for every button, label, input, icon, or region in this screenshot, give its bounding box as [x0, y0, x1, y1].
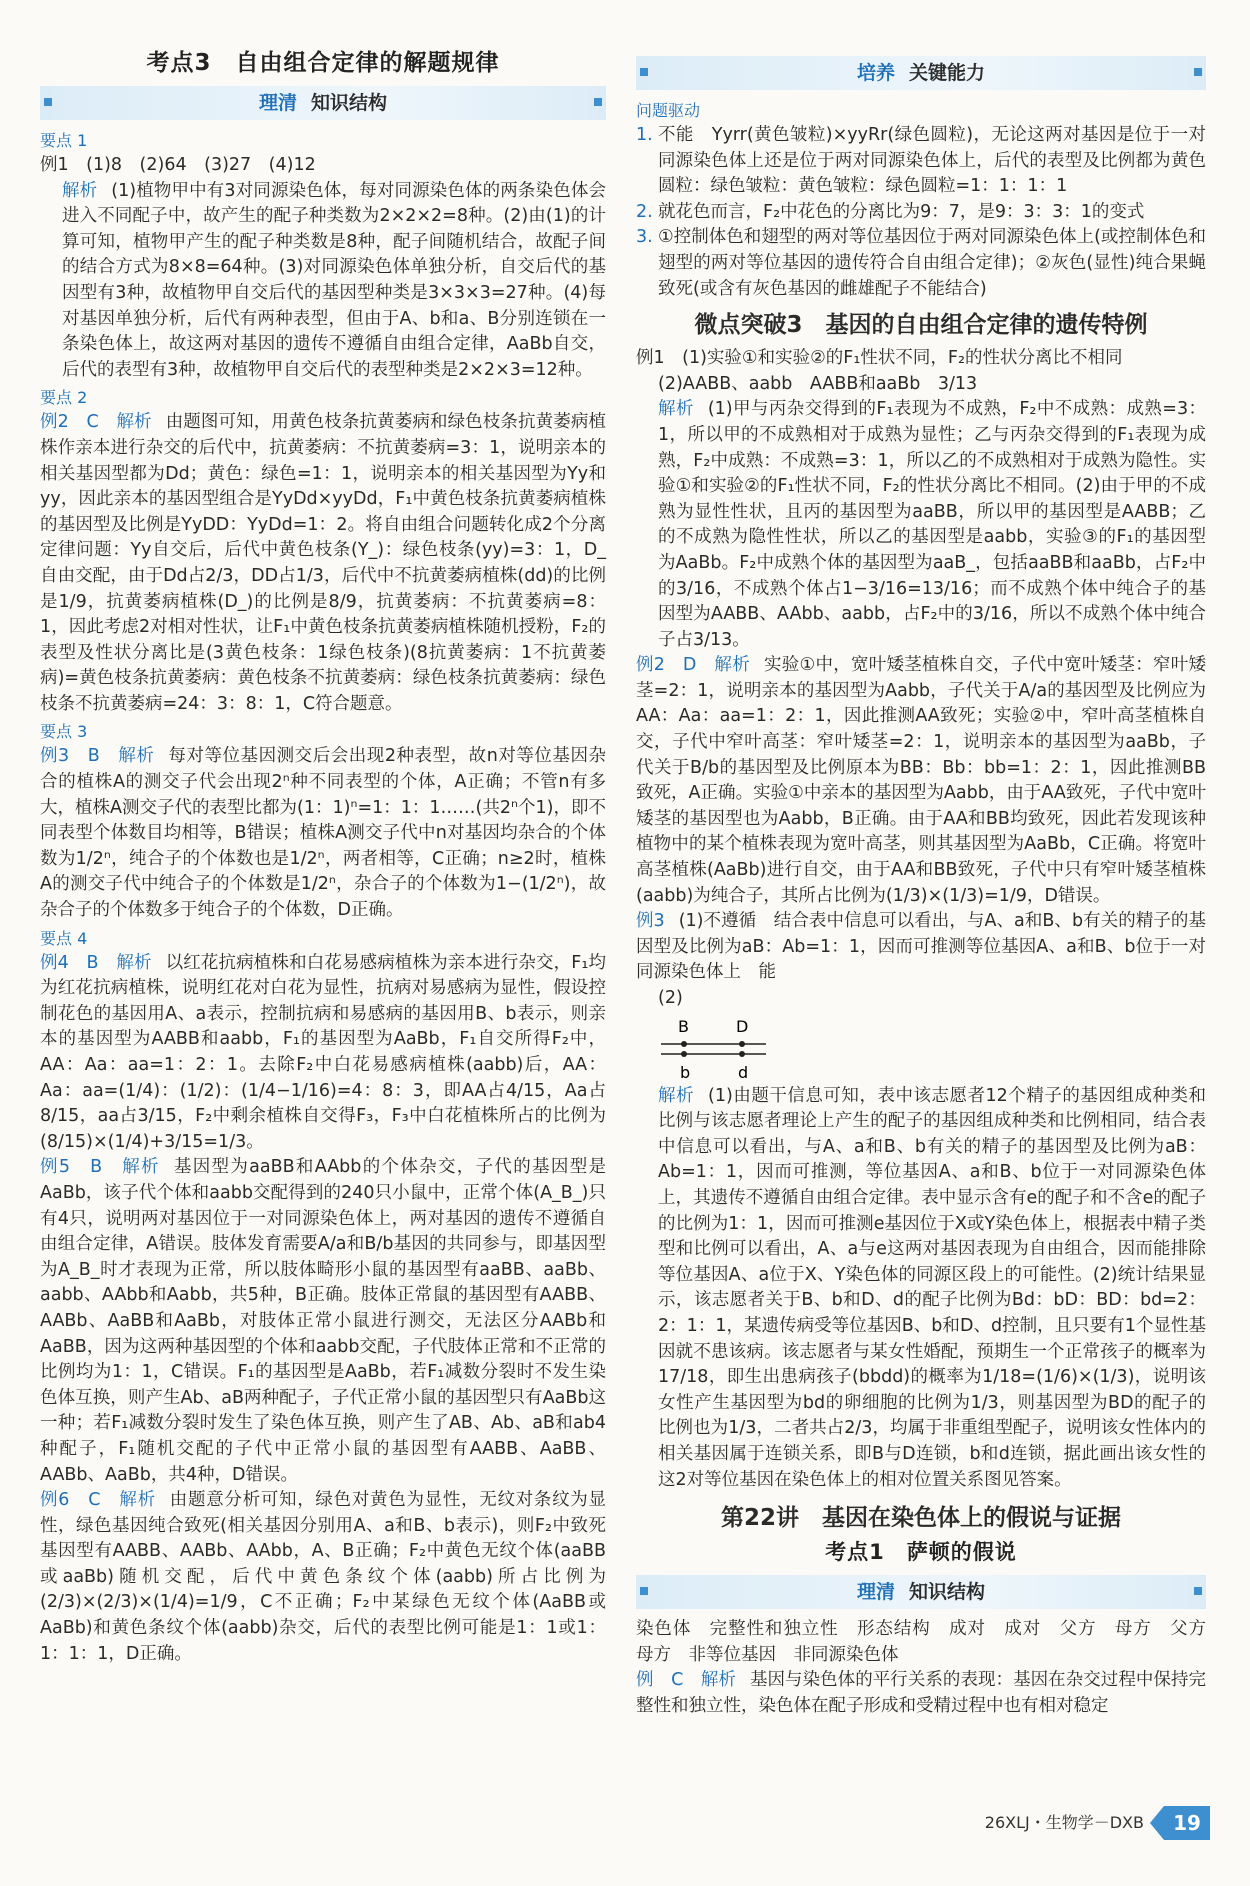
answer-line: 例1 (1)实验①和实验②的F₁性状不同，F₂的性状分离比不相同 [636, 348, 1123, 369]
example-head: 解析 [658, 1085, 695, 1106]
answer-line: (2)AABB、aabb AABB和aaBb 3/13 [658, 373, 978, 394]
band-square-icon [1194, 68, 1202, 76]
example-head: 例 C 解析 [636, 1670, 736, 1691]
explanation-text: 由题图可知，用黄色枝条抗黄萎病和绿色枝条抗黄萎病植株作亲本进行杂交的后代中，抗黄萎病：不抗黄萎病=3：1，说明亲本的相关基因型都为Dd；黄色：绿色=1：1，说明亲本的相关基因型为Yy和yy，因此亲本的基因型组合是YyDd×yyDd，F₁中黄色枝条抗黄萎病植株的基因型及比例是YyDD：YyDd=1：2。将自由组合问题转化成2个分离定律问题：Yy自交后，后代中黄色枝条(Y_)：绿色枝条(yy)=3：1，D_自由交配，由于Dd占2/3，DD占1/3，后代中不抗黄萎病植株(dd)的比例是1/9，抗黄萎病植株(D_)的比例是8/9，抗黄萎病：不抗黄萎病=8：1，因此考虑2对相对性状，让F₁中黄色枝条抗黄萎病植株随机授粉，F₂的表型及性状分离比是(3黄色枝条：1绿色枝条)(8抗黄萎病：1不抗黄萎病)=黄色枝条抗黄萎病：黄色枝条不抗黄萎病：绿色枝条抗黄萎病：绿色枝条不抗黄萎病=24：3：8：1，C符合题意。 [40, 412, 607, 714]
explanation-paragraph [636, 653, 1206, 909]
allele-label: b [680, 1062, 691, 1082]
explanation-paragraph [40, 410, 606, 717]
band-highlight: 理清 [258, 92, 297, 114]
question-item [636, 200, 1206, 226]
allele-label: B [678, 1016, 689, 1036]
explanation-paragraph [40, 951, 606, 1156]
question-number: 3. [636, 227, 653, 248]
ability-band [636, 56, 1206, 90]
right-column [636, 46, 1224, 1719]
example-head: 例6 C 解析 [40, 1490, 156, 1511]
explanation-paragraph [636, 397, 1206, 653]
example-answer [636, 1668, 1206, 1719]
explanation-paragraph [40, 1488, 606, 1667]
lecture-subtitle: 考点1 萨顿的假说 [825, 1540, 1017, 1565]
explanation-paragraph [40, 1155, 606, 1488]
example-head: 解析 [658, 399, 694, 420]
explanation-paragraph [40, 179, 606, 384]
band-highlight: 理清 [856, 1581, 895, 1604]
question-number: 2. [636, 201, 653, 222]
right-content [636, 346, 1206, 1011]
page-footer [985, 1806, 1210, 1840]
explanation-text: 以红花抗病植株和白花易感病植株为亲本进行杂交，F₁均为红花抗病植株，说明红花对白花为显性，抗病对易感病为显性，假设控制花色的基因用A、a表示，控制抗病和易感病的基因用B、b表示，则亲本的基因型为AABB和aabb，F₁的基因型为AaBb，F₁自交所得F₂中，AA：Aa：aa=1：2：1。去除F₂中白花易感病植株(aabb)后，AA：Aa：aa=(1/4)：(1/2)：(1/4−1/16)=4：8：3，即AA占4/15，Aa占8/15，aa占3/15，F₂中剩余植株自交得F₃，F₃中白花植株所占的比例为(8/15)×(1/4)+3/15=1/3。 [40, 952, 606, 1152]
explanation-text: 每对等位基因测交后会出现2种表型，故n对等位基因杂合的植株A的测交子代会出现2ⁿ种不同表型的个体，A正确；不管n有多大，植株A测交子代的表型比都为(1：1)ⁿ=1：1：1……(共2ⁿ个1)，即不同表型个体数目均相等，B错误；植株A测交子代中n对基因均杂合的个体数为1/2ⁿ，纯合子的个体数也是1/2ⁿ，两者相等，C正确；n≥2时，植株A的测交子代中纯合子的个体数是1/2ⁿ，杂合子的个体数为1−(1/2ⁿ)，故杂合子的个体数多于纯合子的个体数，D正确。 [40, 746, 607, 921]
arrow-icon [1150, 1806, 1164, 1840]
question-item [636, 225, 1206, 302]
chromosome-diagram [656, 1012, 1206, 1084]
question-answer: 不能 Yyrr(黄色皱粒)×yyRr(绿色圆粒)，无论这两对基因是位于一对同源染色体上还是位于两对同源染色体上，后代的表型及比例都为黄色圆粒：绿色皱粒：黄色皱粒：绿色圆粒=1：1：1：1 [658, 125, 1206, 197]
key-point-label: 要点 2 [40, 388, 88, 408]
fill-blank-answers: 染色体 完整性和独立性 形态结构 成对 成对 父方 母方 父方 母方 非等位基因 非同源染色体 [636, 1619, 1224, 1665]
explanation-text: 由题意分析可知，绿色对黄色为显性，无纹对条纹为显性，绿色基因纯合致死(相关基因分别用A、a和B、b表示)，则F₂中致死基因型有AABB、AABb、AAbb，A、B正确；F₂中黄色无纹个体(aaBB或aaBb)随机交配，后代中黄色条纹个体(aabb)所占比例为(2/3)×(2/3)×(1/4)=1/9，C不正确；F₂中某绿色无纹个体(AaBB或AaBb)和黄色条纹个体(aabb)杂交，后代的表型比例可能是1：1或1：1：1：1，D正确。 [40, 1490, 607, 1664]
locus-dot [739, 1041, 745, 1047]
question-drive-label: 问题驱动 [636, 101, 701, 120]
locus-dot [681, 1051, 687, 1057]
band-square-icon [1194, 1587, 1202, 1595]
band-square-icon [594, 98, 602, 106]
answer-line: 例1 (1)8 (2)64 (3)27 (4)12 [40, 155, 316, 175]
answer-line: (2) [658, 988, 683, 1008]
allele-label: d [738, 1062, 749, 1082]
lecture-title: 第22讲 基因在染色体上的假说与证据 [720, 1505, 1121, 1532]
band-title: 知识结构 [311, 92, 388, 114]
explanation-text: 实验①中，宽叶矮茎植株自交，子代中宽叶矮茎：窄叶矮茎=2：1，说明亲本的基因型为Aabb，子代关于A/a的基因型及比例应为AA：Aa：aa=1：2：1，因此推测AA致死；实验②中，窄叶高茎植株自交，子代中窄叶高茎：窄叶矮茎=2：1，说明亲本的基因型为aaBb，子代关于B/b的基因型及比例原本为BB：Bb：bb=1：2：1，因此推测BB致死，A正确。实验①中亲本的基因型为Aabb，由于AA致死，子代中宽叶矮茎的基因型也为Aabb，B正确。由于AA和BB均致死，因此若发现该种植物中的某个植株表现为宽叶高茎，则其基因型为AaBb，C正确。将宽叶高茎植株(AaBb)进行自交，由于AA和BB致死，子代中只有窄叶矮茎植株(aabb)为纯合子，其所占比例为(1/3)×(1/3)=1/9，D错误。 [636, 655, 1207, 906]
left-column [40, 46, 606, 1667]
explanation-text: (1)由题干信息可知，表中该志愿者12个精子的基因组成种类和比例与该志愿者理论上产生的配子的基因组成种类和比例相同，结合表中信息可以看出，与A、a和B、b有关的精子的基因型及比例为aB：Ab=1：1，因而可推测，等位基因A、a和B、b位于一对同源染色体上，其遗传不遵循自由组合定律。表中显示含有e的配子和不含e的配子的比例为1：1，因而可推测e基因位于X或Y染色体上，根据表中精子类型和比例可以看出，A、a与e这两对基因表现为自由组合，因而能排除等位基因A、a位于X、Y染色体的同源区段上的可能性。(2)统计结果显示，该志愿者关于B、b和D、d的配子比例为Bd：bD：BD：bd=2：2：1：1，某遗传病受等位基因B、b和D、d控制，且只要有1个显性基因就不患该病。该志愿者与某女性婚配，预期生一个正常孩子的概率为17/18，即生出患病孩子(bbdd)的概率为1/18=(1/6)×(1/3)，说明该女性产生基因型为bd的卵细胞的比例为1/3，则基因型为BD的配子的比例也为1/3，二者共占2/3，均属于非重组型配子，说明该女性体内的相关基因属于连锁关系，即B与D连锁，b和d连锁，据此画出该女性的这2对等位基因在染色体上的相对位置关系图见答案。 [658, 1085, 1206, 1490]
example-head: 解析 [62, 180, 98, 201]
locus-dot [739, 1051, 745, 1057]
question-answer: ①控制体色和翅型的两对等位基因位于两对同源染色体上(或控制体色和翅型的两对等位基因的遗传符合自由组合定律)；②灰色(显性)纯合果蝇致死(或含有灰色基因的雌雄配子不能结合) [658, 227, 1206, 299]
chromosome-pair-svg [656, 1012, 776, 1084]
explanation-text: (1)不遵循 结合表中信息可以看出，与A、a和B、b有关的精子的基因型及比例为aB：Ab=1：1，因而可推测等位基因A、a和B、b位于一对同源染色体上 能 [636, 911, 1206, 983]
allele-label: D [736, 1016, 749, 1036]
locus-dot [681, 1041, 687, 1047]
question-number: 1. [636, 125, 653, 145]
explanation-paragraph [40, 744, 606, 923]
band-highlight: 培养 [856, 62, 895, 84]
book-code: 26XLJ・生物学－DXB [984, 1813, 1144, 1833]
key-point-label: 要点 4 [40, 928, 88, 948]
knowledge-band-2 [636, 1575, 1206, 1609]
section-heading: 考点3 自由组合定律的解题规律 [146, 50, 500, 76]
key-point-label: 要点 3 [40, 722, 88, 742]
knowledge-band [40, 86, 606, 120]
explanation-text: (1)植物甲中有3对同源染色体，每对同源染色体的两条染色体会进入不同配子中，故产生的配子种类数为2×2×2=8种。(2)由(1)的计算可知，植物甲产生的配子种类数是8种，配子间随机结合，故配子间的结合方式为8×8=64种。(3)对同源染色体单独分析，自交后代的基因型有3种，故植物甲自交后代的基因型种类是3×3×3=27种。(4)每对基因单独分析，后代有两种表型，但由于A、b和a、B分别连锁在一条染色体上，故这两对基因的遗传不遵循自由组合定律，AaBb自交，后代的表型有3种，故植物甲自交后代的表型种类是2×2×3=12种。 [62, 180, 606, 380]
page-number: 19 [1164, 1806, 1210, 1840]
explanation-paragraph [636, 909, 1206, 986]
explanation-text: (1)甲与丙杂交得到的F₁表现为不成熟，F₂中不成熟：成熟=3：1，所以甲的不成熟相对于成熟为显性；乙与丙杂交得到的F₁表现为成熟，F₂中成熟：不成熟=3：1，所以乙的不成熟相对于成熟为隐性。实验①和实验②的F₁性状不同，F₂的性状分离比不相同。(2)由于甲的不成熟为显性性状，且丙的基因型为aaBB，所以甲的基因型是AABB；乙的不成熟为隐性性状，所以乙的基因型是aabb，实验③的F₁的基因型为AaBb。F₂中成熟个体的基因型为aaB_，包括aaBB和aaBb，占F₂中的3/16，不成熟个体占1−3/16=13/16；而不成熟个体中纯合子的基因型为AABB、AAbb、aabb，占F₂中的3/16，所以不成熟个体中纯合子占3/13。 [658, 399, 1207, 650]
left-content [40, 128, 606, 1667]
example-head: 例3 [636, 911, 665, 932]
question-item [636, 123, 1206, 200]
example-head: 例2 C 解析 [40, 412, 152, 433]
right-analysis [636, 1084, 1206, 1494]
band-title: 知识结构 [909, 1581, 986, 1604]
example-head: 例3 B 解析 [40, 746, 155, 767]
explanation-paragraph [636, 1084, 1206, 1494]
example-text: 基因与染色体的平行关系的表现：基因在杂交过程中保持完整性和独立性，染色体在配子形成和受精过程中也有相对稳定 [636, 1670, 1206, 1716]
band-title: 关键能力 [909, 62, 986, 84]
example-head: 例4 B 解析 [40, 952, 152, 973]
explanation-text: 基因型为aaBB和AAbb的个体杂交，子代的基因型是AaBb，该子代个体和aabb交配得到的240只小鼠中，正常个体(A_B_)只有4只，说明两对基因位于一对同源染色体上，两对基因的遗传不遵循自由组合定律，A错误。肢体发育需要A/a和B/b基因的共同参与，即基因型为A_B_时才表现为正常，所以肢体畸形小鼠的基因型有aaBB、aaBb、aabb、AAbb和Aabb，共5种，B正确。肢体正常鼠的基因型有AABB、AABb、AaBB和AaBb，对肢体正常小鼠进行测交，无法区分AABb和AaBB，因为这两种基因型的个体和aabb交配，子代肢体正常和不正常的比例均为1：1，C错误。F₁的基因型是AaBb，若F₁减数分裂时不发生染色体互换，则产生Ab、aB两种配子，子代正常小鼠的基因型只有AaBb这一种；若F₁减数分裂时发生了染色体互换，则产生了AB、Ab、aB和ab4种配子，F₁随机交配的子代中正常小鼠的基因型有AABB、AaBB、AABb、AaBb，共4种，D错误。 [40, 1157, 607, 1485]
example-head: 例2 D 解析 [636, 655, 750, 676]
question-list [636, 123, 1206, 302]
example-head: 例5 B 解析 [40, 1157, 160, 1178]
question-answer: 就花色而言，F₂中花色的分离比为9：7，是9：3：3：1的变式 [658, 201, 1145, 222]
key-point-label: 要点 1 [40, 131, 88, 150]
micro-section-title: 微点突破3 基因的自由组合定律的遗传特例 [694, 312, 1148, 339]
